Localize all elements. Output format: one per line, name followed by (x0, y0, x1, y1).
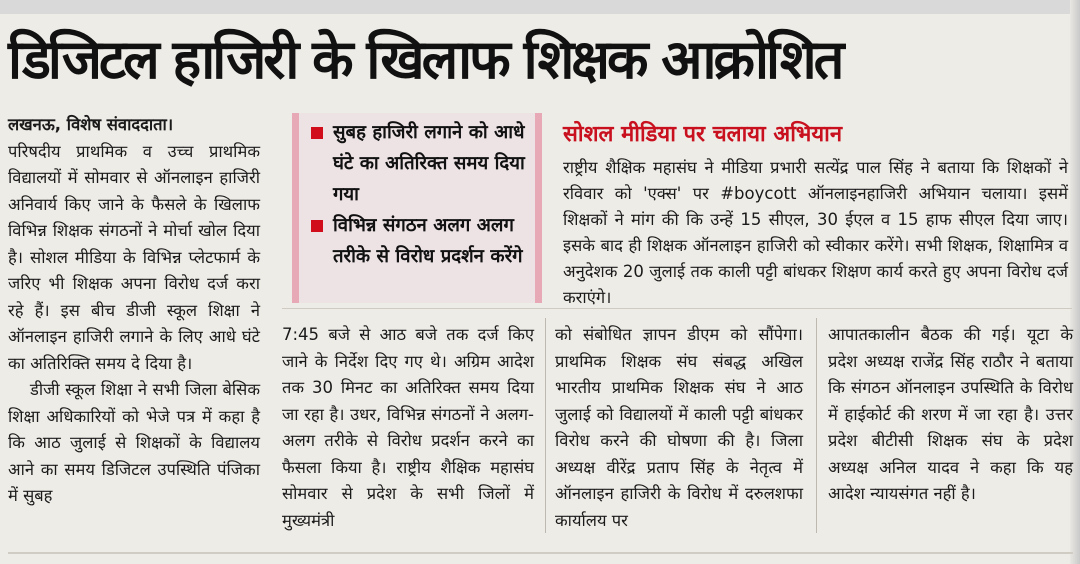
paragraph-1: परिषदीय प्राथमिक व उच्च प्राथमिक विद्यालयों में सोमवार से ऑनलाइन हाजिरी अनिवार्य किए जाने के फैसले के खिलाफ विभिन्न शिक्षक संगठनों ने मोर्चा खोल दिया है। सोशल मीडिया के विभिन्न प्लेटफार्म के जरिए भी शिक्षक अपना विरोध दर्ज करा रहे हैं। इस बीच डीजी स्कूल शिक्षा ने ऑनलाइन हाजिरी लगाने के लिए आधे घंटे का अतिरिक्ति समय दे दिया है। (8, 141, 260, 373)
bottom-rule (8, 552, 1073, 554)
article-column-1 (8, 112, 260, 542)
section-divider (282, 308, 1072, 309)
highlight-text-1: सुबह हाजिरी लगाने को आधे घंटे का अतिरिक्त समय दिया गया (333, 122, 525, 205)
article-column-3: को संबोधित ज्ञापन डीएम को सौंपेगा। प्राथमिक शिक्षक संघ संबद्ध अखिल भारतीय प्राथमिक शिक्षक संघ ने आठ जुलाई को विद्यालयों में काली पट्टी बांधकर विरोध करने की घोषणा की है। जिला अध्यक्ष वीरेंद्र प्रताप सिंह के नेतृत्व में ऑनलाइन हाजिरी के विरोध में दरुलशफा कार्यालय पर (555, 325, 803, 530)
article-column-2: 7:45 बजे से आठ बजे तक दर्ज किए जाने के निर्देश दिए गए थे। अग्रिम आदेश तक 30 मिनट का अतिरिक्त समय दिया जा रहा है। उधर, विभिन्न संगठनों ने अलग-अलग तरीके से विरोध प्रदर्शन करने का फैसला किया है। राष्ट्रीय शैक्षिक महासंघ सोमवार से प्रदेश के सभी जिलों में मुख्यमंत्री (282, 325, 534, 530)
top-strip (0, 0, 1080, 14)
article-headline: डिजिटल हाजिरी के खिलाफ शिक्षक आक्रोशित (8, 28, 842, 91)
article-column-4: आपातकालीन बैठक की गई। यूटा के प्रदेश अध्यक्ष राजेंद्र सिंह राठौर ने बताया कि संगठन ऑनलाइन उपस्थिति के विरोध में हाईकोर्ट की शरण में जा रहा है। उत्तर प्रदेश बीटीसी शिक्षक संघ के प्रदेश अध्यक्ष अनिल यादव ने कहा कि यह आदेश न्यायसंगत नहीं है। (828, 325, 1073, 503)
red-square-bullet-icon (311, 220, 323, 232)
sub-headline: सोशल मीडिया पर चलाया अभियान (563, 122, 843, 147)
sub-article-text: राष्ट्रीय शैक्षिक महासंघ ने मीडिया प्रभारी सत्येंद्र पाल सिंह ने बताया कि शिक्षकों ने रविवार को 'एक्स' पर #boycott ऑनलाइनहाजिरी अभियान चलाया। इसमें शिक्षकों ने मांग की कि उन्हें 15 सीएल, 30 ईएल व 15 हाफ सीएल दिया जाए। इसके बाद ही शिक्षक ऑनलाइन हाजिरी को स्वीकार करेंगे। सभी शिक्षक, शिक्षामित्र व अनुदेशक 20 जुलाई तक काली पट्टी बांधकर शिक्षण कार्य करते हुए अपना विरोध दर्ज कराएंगे। (563, 158, 1068, 307)
paragraph-2: डीजी स्कूल शिक्षा ने सभी जिला बेसिक शिक्षा अधिकारियों को भेजे पत्र में कहा है कि आठ जुलाई से शिक्षकों के विद्यालय आने का समय डिजिटल उपस्थिति पंजिका में सुबह (8, 380, 260, 505)
column-rule (545, 318, 546, 533)
highlight-item-2 (313, 210, 533, 272)
highlight-item-1 (313, 117, 533, 210)
highlight-text-2: विभिन्न संगठन अलग अलग तरीके से विरोध प्रदर्शन करेंगे (333, 215, 523, 267)
red-square-bullet-icon (311, 127, 323, 139)
column-rule (816, 318, 817, 533)
dateline: लखनऊ, विशेष संवाददाता। (8, 115, 174, 134)
highlight-box (292, 113, 542, 303)
